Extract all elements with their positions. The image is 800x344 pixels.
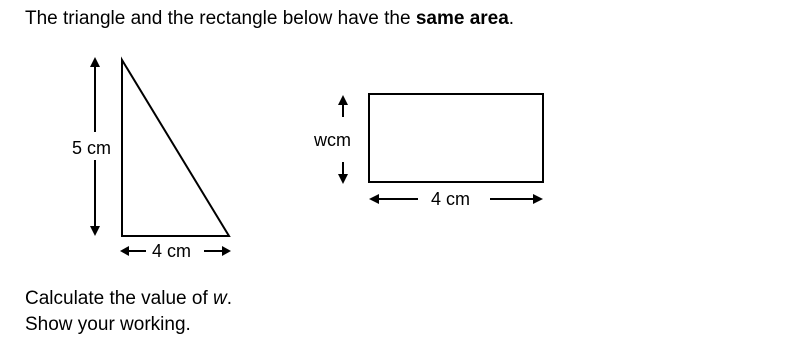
intro-period: . (508, 8, 515, 29)
rectangle-length-label: 4 cm (431, 189, 471, 209)
intro-emphasis: same area (415, 8, 509, 29)
task-line-1-text: Calculate the value of (25, 288, 214, 309)
rectangle (369, 94, 543, 182)
task-line-2: Show your working. (25, 314, 191, 335)
task-line-1 (25, 286, 232, 312)
task-text (25, 286, 232, 338)
rectangle-width-unit: cm (327, 130, 351, 150)
rectangle-width-variable: w (314, 130, 327, 150)
task-variable: w (213, 288, 227, 309)
triangle-base-label: 4 cm (152, 241, 192, 261)
right-triangle (122, 60, 229, 236)
task-line-1-period: . (226, 288, 233, 309)
rectangle-width-label (313, 130, 351, 150)
intro-text: The triangle and the rectangle below have the (25, 8, 416, 29)
triangle-height-label: 5 cm (72, 138, 112, 158)
